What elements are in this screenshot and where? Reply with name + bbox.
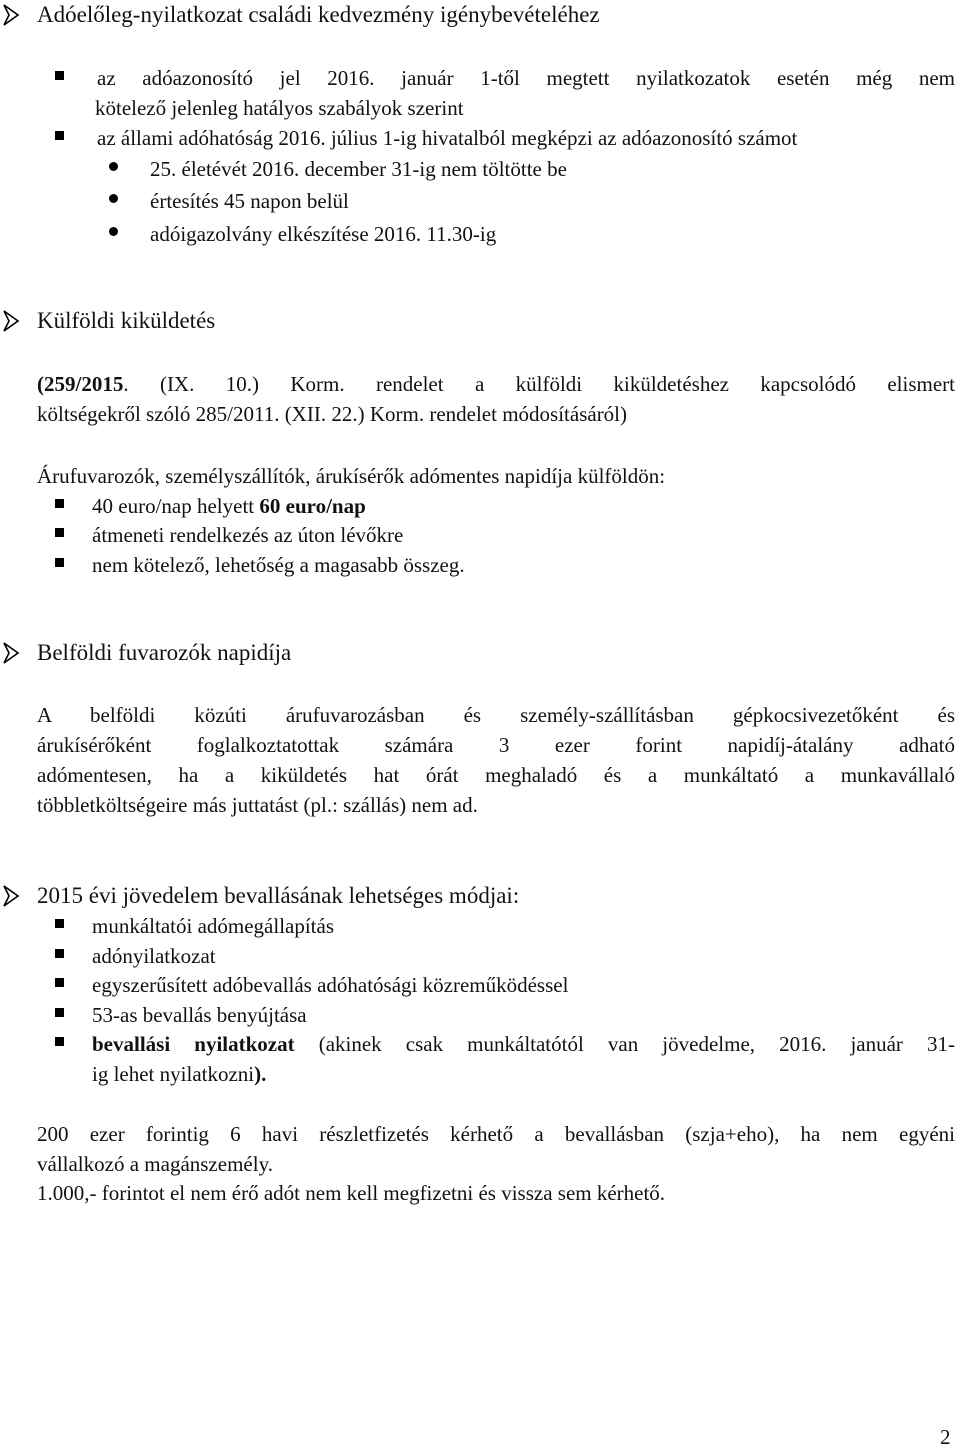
square-bullet-icon xyxy=(55,558,64,567)
list-item: nem kötelező, lehetőség a magasabb összeg. xyxy=(92,553,465,577)
law-number: (259/2015 xyxy=(37,372,124,396)
square-bullet-icon xyxy=(55,1008,64,1017)
list-item: egyszerűsített adóbevallás adóhatósági közreműködéssel xyxy=(92,973,569,997)
list-item-continuation: kötelező jelenleg hatályos szabályok szerint xyxy=(95,96,464,120)
list-item: átmeneti rendelkezés az úton lévőkre xyxy=(92,523,404,547)
section-heading-kulfoldi: Külföldi kiküldetés xyxy=(37,308,216,333)
paragraph-line: 1.000,- forintot el nem érő adót nem kell megfizetni és vissza sem kérhető. xyxy=(37,1181,666,1205)
arrow-bullet-icon xyxy=(2,0,28,30)
list-item: 53-as bevallás benyújtása xyxy=(92,1003,307,1027)
list-item xyxy=(92,491,366,521)
section-heading-adoeloleg: Adóelőleg-nyilatkozat családi kedvezmény igénybevételéhez xyxy=(37,2,600,27)
list-item-text: ig lehet nyilatkozni xyxy=(92,1062,255,1086)
square-bullet-icon xyxy=(55,71,64,80)
rate-new: 60 euro/nap xyxy=(259,494,366,518)
sub-list-item: adóigazolvány elkészítése 2016. 11.30-ig xyxy=(150,222,497,246)
arrow-bullet-icon xyxy=(2,638,28,668)
square-bullet-icon xyxy=(55,131,64,140)
list-item: az állami adóhatóság 2016. július 1-ig hivatalból megképzi az adóazonosító számot xyxy=(97,126,798,150)
list-item: az adóazonosító jel 2016. január 1-től megtett nyilatkozatok esetén még nem xyxy=(97,66,955,90)
law-reference-line2: költségekről szóló 285/2011. (XII. 22.) Korm. rendelet módosításáról) xyxy=(37,402,628,426)
square-bullet-icon xyxy=(55,978,64,987)
square-bullet-icon xyxy=(55,528,64,537)
paragraph-line: adómentesen, ha a kiküldetés hat órát meghaladó és a munkáltató a munkavállaló xyxy=(37,763,955,787)
square-bullet-icon xyxy=(55,919,64,928)
paragraph-line: 200 ezer forintig 6 havi részletfizetés kérhető a bevallásban (szja+eho), ha nem egyéni xyxy=(37,1122,955,1146)
list-item: munkáltatói adómegállapítás xyxy=(92,914,335,938)
arrow-bullet-icon xyxy=(2,881,28,911)
round-bullet-icon xyxy=(109,227,118,236)
round-bullet-icon xyxy=(109,194,118,203)
square-bullet-icon xyxy=(55,949,64,958)
paragraph-line: A belföldi közúti árufuvarozásban és személy-szállításban gépkocsivezetőként és xyxy=(37,703,955,727)
section-heading-bevallas: 2015 évi jövedelem bevallásának lehetséges módjai: xyxy=(37,883,520,908)
rate-old: 40 euro/nap helyett xyxy=(92,494,260,518)
bold-punct: ). xyxy=(254,1062,267,1086)
round-bullet-icon xyxy=(109,162,118,171)
paragraph-line: vállalkozó a magánszemély. xyxy=(37,1152,273,1176)
sub-list-item: 25. életévét 2016. december 31-ig nem töltötte be xyxy=(150,157,567,181)
list-item xyxy=(92,1029,955,1059)
paragraph-line: többletköltségeire más juttatást (pl.: szállás) nem ad. xyxy=(37,793,478,817)
arrow-bullet-icon xyxy=(2,306,28,336)
list-item: adónyilatkozat xyxy=(92,944,216,968)
page-number: 2 xyxy=(940,1425,951,1449)
section-heading-belfoldi: Belföldi fuvarozók napidíja xyxy=(37,640,292,665)
list-item-text: (akinek csak munkáltatótól van jövedelme, 2016. január 31- xyxy=(294,1032,955,1056)
square-bullet-icon xyxy=(55,1037,64,1046)
paragraph-line: árukísérőként foglalkoztatottak számára 3 ezer forint napidíj-átalány adható xyxy=(37,733,955,757)
list-item-continuation xyxy=(92,1059,266,1089)
square-bullet-icon xyxy=(55,499,64,508)
law-reference-line1 xyxy=(37,369,955,399)
bold-term: bevallási nyilatkozat xyxy=(92,1032,295,1056)
sub-list-item: értesítés 45 napon belül xyxy=(150,189,349,213)
intro-text: Árufuvarozók, személyszállítók, árukísérők adómentes napidíja külföldön: xyxy=(37,464,666,488)
law-text: . (IX. 10.) Korm. rendelet a külföldi kiküldetéshez kapcsolódó elismert xyxy=(123,372,955,396)
